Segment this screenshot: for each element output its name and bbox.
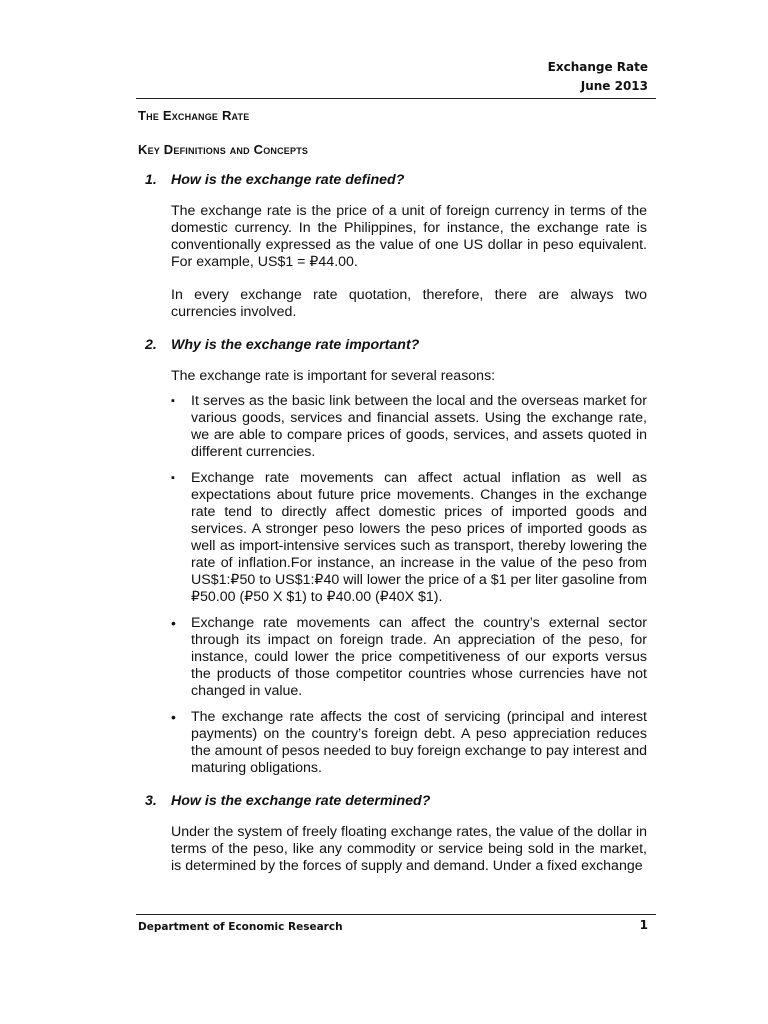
question-text: How is the exchange rate determined? [171,793,431,809]
square-bullet-icon: ▪ [171,472,175,484]
question-1 [145,172,647,189]
footer-department: Department of Economic Research [138,921,343,933]
header-divider [136,98,656,99]
round-bullet-icon: • [171,615,176,631]
list-item-text: The exchange rate affects the cost of servicing (principal and interest payments) on the country’s foreign debt. A peso appreciation reduces the amount of pesos needed to buy foreign exchange to pay interest and maturing obligations. [191,709,647,776]
document-title: The Exchange Rate [138,108,250,123]
question-2 [145,337,647,354]
list-item-text: Exchange rate movements can affect actual inflation as well as expectations about future price movements. Changes in the exchange rate tend to directly affect domestic prices of imported goods and services. A stronger peso lowers the peso prices of imported goods as well as import-intensive services such as transport, thereby lowering the rate of inflation.For instance, an increase in the value of the peso from US$1:₽50 to US$1:₽40 will lower the price of a $1 per liter gasoline from ₽50.00 (₽50 X $1) to ₽40.00 (₽40X $1). [191,470,647,605]
paragraph: In every exchange rate quotation, therefore, there are always two currencies involved. [171,287,647,320]
question-3 [145,793,647,810]
round-bullet-icon: • [171,709,176,725]
question-text: How is the exchange rate defined? [171,172,405,188]
footer-divider [136,914,656,915]
square-bullet-icon: ▪ [171,395,175,407]
list-item-text: It serves as the basic link between the local and the overseas market for various goods, services and financial assets. Using the exchange rate, we are able to compare prices of goods, services, and assets quoted in different currencies. [191,393,647,460]
document-body [145,172,647,891]
header-title: Exchange Rate [547,60,648,74]
paragraph: Under the system of freely floating exchange rates, the value of the dollar in terms of the peso, like any commodity or service being sold in the market, is determined by the forces of supply and demand. Under a fixed exchange [171,824,647,874]
list-item [171,709,647,777]
question-number: 3. [145,793,157,809]
question-number: 2. [145,337,157,353]
list-item [171,393,647,461]
question-number: 1. [145,172,157,188]
section-heading: Key Definitions and Concepts [138,142,309,157]
list-item [171,615,647,700]
bullet-list [171,393,647,777]
page-header [548,58,648,96]
page-number: 1 [639,918,648,932]
paragraph: The exchange rate is the price of a unit of foreign currency in terms of the domestic currency. In the Philippines, for instance, the exchange rate is conventionally expressed as the value of one US dollar in peso equivalent. For example, US$1 = ₽44.00. [171,203,647,270]
paragraph: The exchange rate is important for several reasons: [171,368,496,384]
question-text: Why is the exchange rate important? [171,337,420,353]
list-item-text: Exchange rate movements can affect the country’s external sector through its impact on foreign trade. An appreciation of the peso, for instance, could lower the price competitiveness of our exports versus the products of those competitor countries whose currencies have not changed in value. [191,615,647,699]
header-date: June 2013 [580,79,648,93]
list-item [171,470,647,606]
